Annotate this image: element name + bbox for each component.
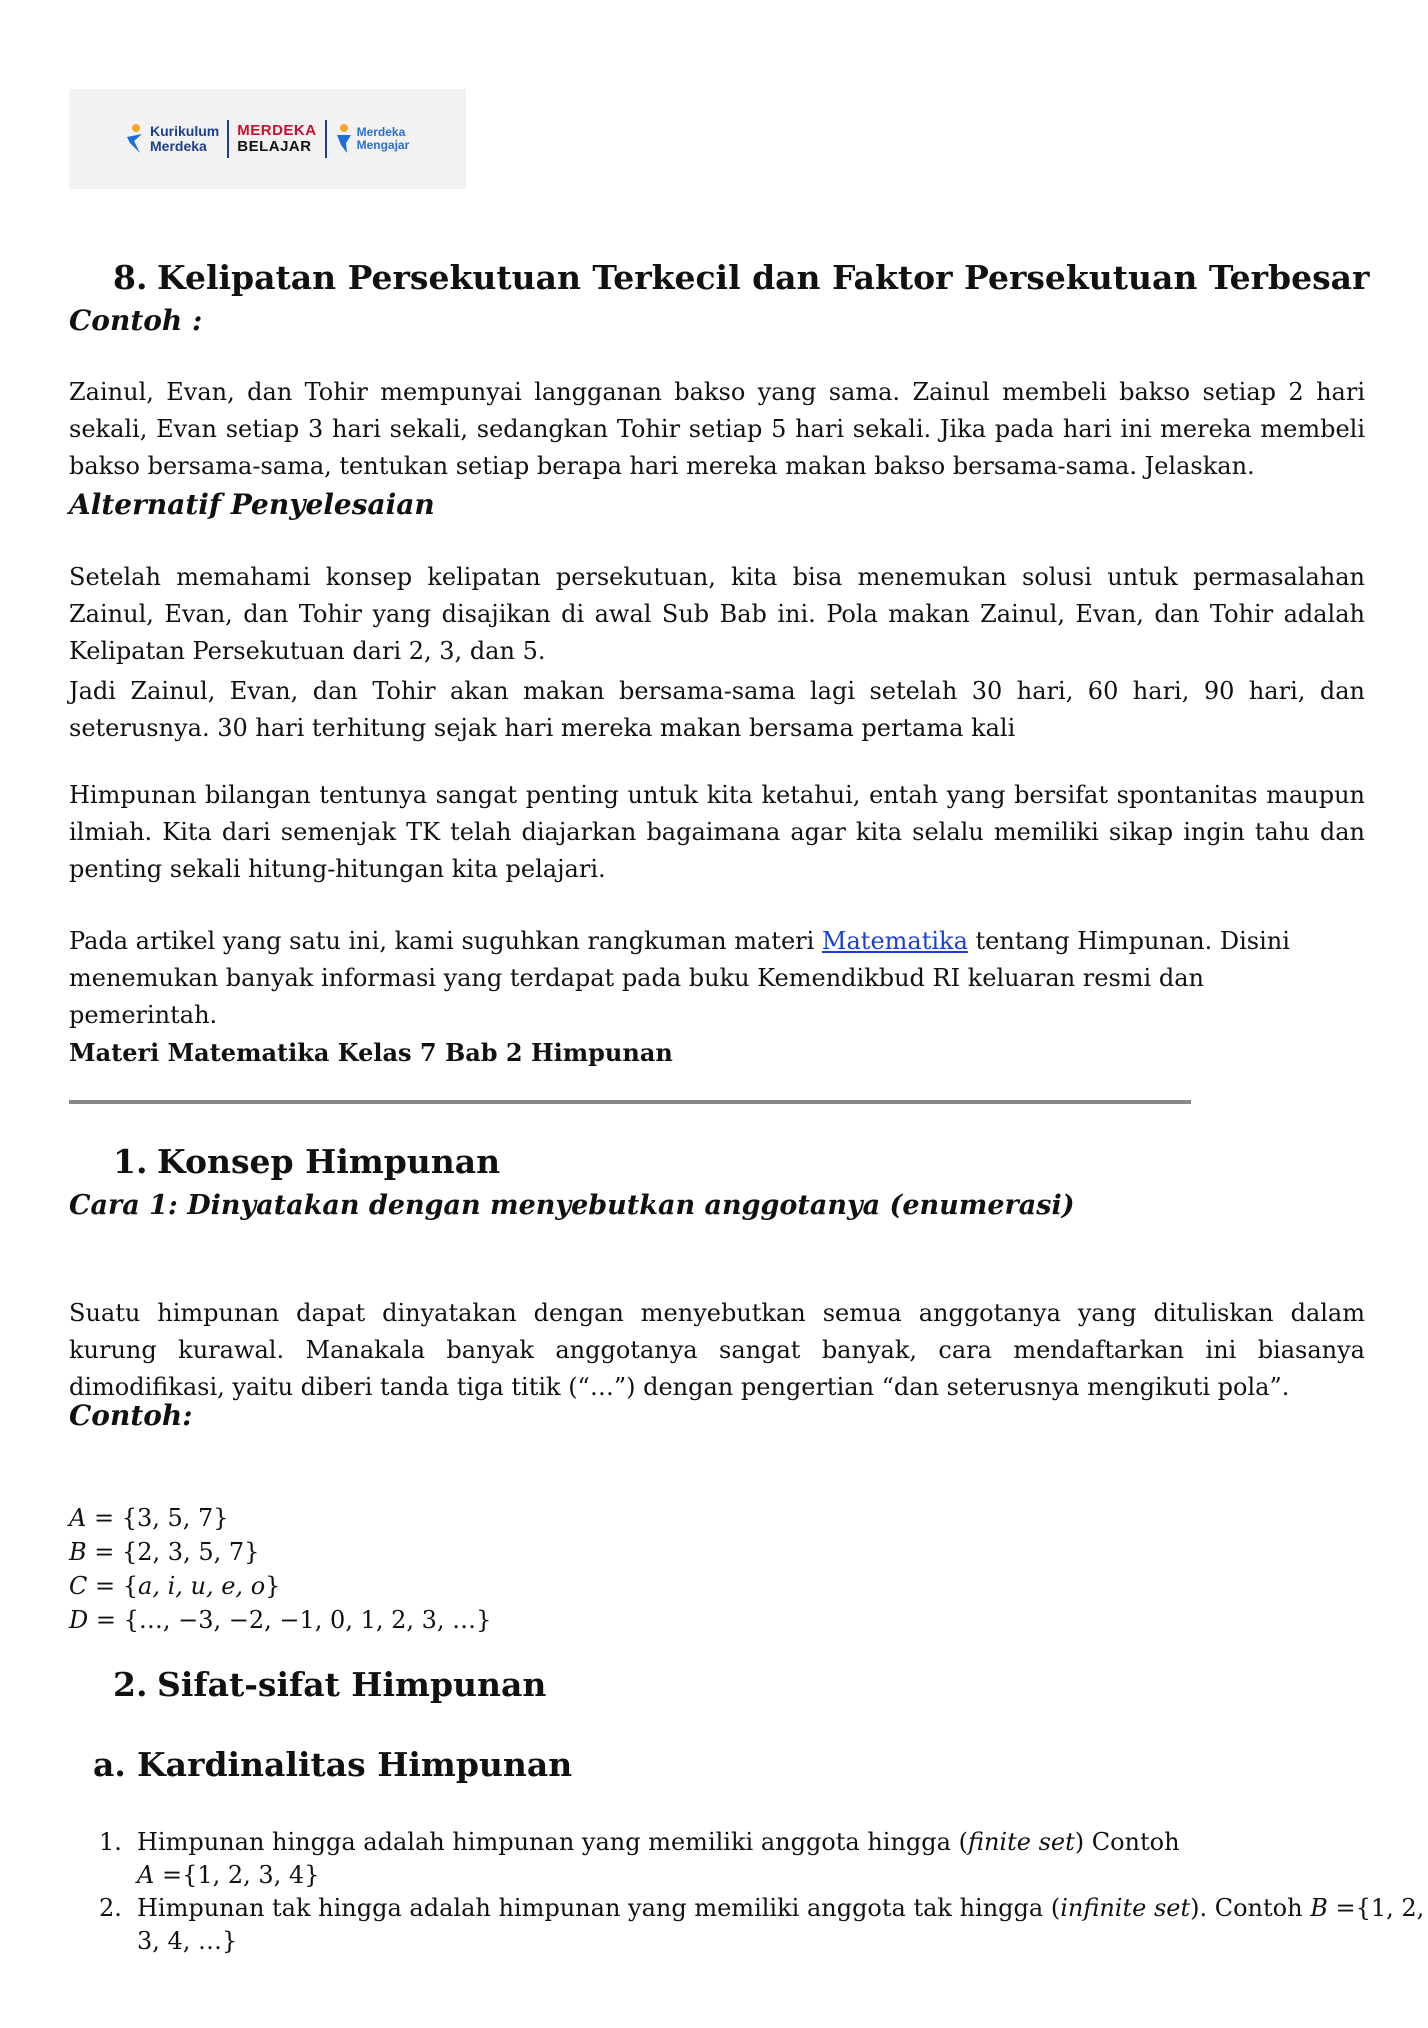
horizontal-divider — [69, 1100, 1191, 1104]
kurikulum-merdeka-logo — [124, 123, 219, 155]
logo-separator — [325, 120, 327, 158]
list-text: ). Contoh — [1190, 1894, 1311, 1922]
list-text: Himpunan tak hingga adalah himpunan yang memiliki anggota tak hingga ( — [137, 1894, 1061, 1922]
list-item — [69, 1826, 1428, 1892]
section-title: Kelipatan Persekutuan Terkecil dan Faktor Persekutuan Terbesar — [157, 258, 1370, 297]
logo-banner — [69, 89, 466, 189]
section-number: 2. — [113, 1665, 148, 1704]
list-number: 2. — [99, 1894, 122, 1922]
merdeka-mengajar-line1: Merdeka — [356, 125, 406, 139]
kurikulum-text: Kurikulum — [150, 123, 220, 139]
example-set: ={1, 2, 3, 4} — [154, 1861, 320, 1889]
set-example — [69, 1535, 491, 1569]
set-members: = {3, 5, 7} — [86, 1504, 229, 1532]
set-examples — [69, 1501, 491, 1637]
solution-paragraph-1: Setelah memahami konsep kelipatan persekutuan, kita bisa menemukan solusi untuk permasalahan Zainul, Evan, dan Tohir yang disajikan di awal Sub Bab ini. Pola makan Zainul, Evan, dan Tohir adalah Kelipatan Persekutuan dari 2, 3, dan 5. — [69, 563, 1365, 665]
set-close: } — [265, 1572, 281, 1600]
subsection-title: Kardinalitas Himpunan — [137, 1745, 573, 1784]
materi-title: Materi Matematika Kelas 7 Bab 2 Himpunan — [69, 1038, 673, 1067]
section-2-heading — [113, 1665, 546, 1704]
intro-paragraph-2 — [69, 923, 1309, 1034]
set-members: = {…, −3, −2, −1, 0, 1, 2, 3, …} — [88, 1606, 492, 1634]
set-name: C — [69, 1572, 88, 1600]
set-name: A — [69, 1504, 87, 1532]
contoh-label-2: Contoh: — [69, 1399, 193, 1432]
merdeka-belajar-line1: MERDEKA — [237, 122, 317, 139]
contoh-label: Contoh : — [69, 304, 203, 337]
cara-1-label: Cara 1: Dinyatakan dengan menyebutkan anggotanya (enumerasi) — [69, 1190, 1075, 1221]
list-item — [69, 1892, 1428, 1958]
intro-paragraph-1: Himpunan bilangan tentunya sangat penting untuk kita ketahui, entah yang bersifat spontanitas maupun ilmiah. Kita dari semenjak TK telah diajarkan bagaimana agar kita selalu memiliki sikap ingin tahu dan penting sekali hitung-hitungan kita pelajari. — [69, 781, 1365, 883]
intro-p2-text-after: tentang Himpunan. Disini menemukan banyak informasi yang terdapat pada buku Kemendikbud RI keluaran resmi dan pemerintah. — [69, 927, 1290, 1029]
intro-p2-text-before: Pada artikel yang satu ini, kami suguhkan rangkuman materi — [69, 927, 822, 955]
set-name: B — [69, 1538, 87, 1566]
section-title: Sifat-sifat Himpunan — [157, 1665, 547, 1704]
section-8-heading — [113, 258, 1369, 297]
merdeka-belajar-line2: BELAJAR — [237, 138, 312, 155]
section-number: 1. — [113, 1142, 148, 1181]
merdeka-mengajar-logo — [335, 123, 410, 155]
list-text: ) Contoh — [1074, 1828, 1180, 1856]
subsection-a-heading — [93, 1745, 572, 1784]
set-members: a, i, u, e, o — [138, 1572, 266, 1600]
kurikulum-figure-icon — [124, 123, 146, 155]
list-term: finite set — [967, 1828, 1075, 1856]
list-term: infinite set — [1060, 1894, 1191, 1922]
alternatif-penyelesaian-label: Alternatif Penyelesaian — [69, 488, 435, 521]
problem-paragraph: Zainul, Evan, dan Tohir mempunyai langganan bakso yang sama. Zainul membeli bakso setiap 2 hari sekali, Evan setiap 3 hari sekali, sedangkan Tohir setiap 5 hari sekali. Jika pada hari ini mereka membeli bakso bersama-sama, tentukan setiap berapa hari mereka makan bakso bersama-sama. Jelaskan. — [69, 378, 1365, 480]
set-name: D — [69, 1606, 89, 1634]
merdeka-belajar-logo — [237, 123, 316, 155]
merdeka-mengajar-figure-icon — [335, 123, 353, 155]
set-example — [69, 1603, 491, 1637]
set-open: = { — [87, 1572, 139, 1600]
section-number: 8. — [113, 258, 148, 297]
example-set: ={1, 2, 3, 4, …} — [137, 1894, 1425, 1955]
set-example — [69, 1501, 491, 1535]
matematika-link[interactable]: Matematika — [821, 927, 968, 955]
enumerasi-description: Suatu himpunan dapat dinyatakan dengan menyebutkan semua anggotanya yang dituliskan dalam kurung kurawal. Manakala banyak anggotanya sangat banyak, cara mendaftarkan ini biasanya dimodifikasi, yaitu diberi tanda tiga titik (“…”) dengan pengertian “dan seterusnya mengikuti pola”. — [69, 1299, 1365, 1401]
list-text: Himpunan hingga adalah himpunan yang memiliki anggota hingga ( — [137, 1828, 968, 1856]
example-var: A — [137, 1861, 155, 1889]
set-example — [69, 1569, 491, 1603]
merdeka-text: Merdeka — [150, 138, 207, 154]
set-members: = {2, 3, 5, 7} — [86, 1538, 260, 1566]
solution-paragraph-2: Jadi Zainul, Evan, dan Tohir akan makan bersama-sama lagi setelah 30 hari, 60 hari, 90 hari, dan seterusnya. 30 hari terhitung sejak hari mereka makan bersama pertama kali — [69, 677, 1365, 742]
kardinalitas-list — [69, 1826, 1428, 1958]
example-var: B — [1310, 1894, 1328, 1922]
list-number: 1. — [99, 1828, 122, 1856]
section-1-heading — [113, 1142, 500, 1181]
subsection-letter: a. — [93, 1745, 126, 1784]
merdeka-mengajar-line2: Mengajar — [356, 138, 410, 152]
logo-separator — [227, 120, 229, 158]
section-title: Konsep Himpunan — [157, 1142, 501, 1181]
